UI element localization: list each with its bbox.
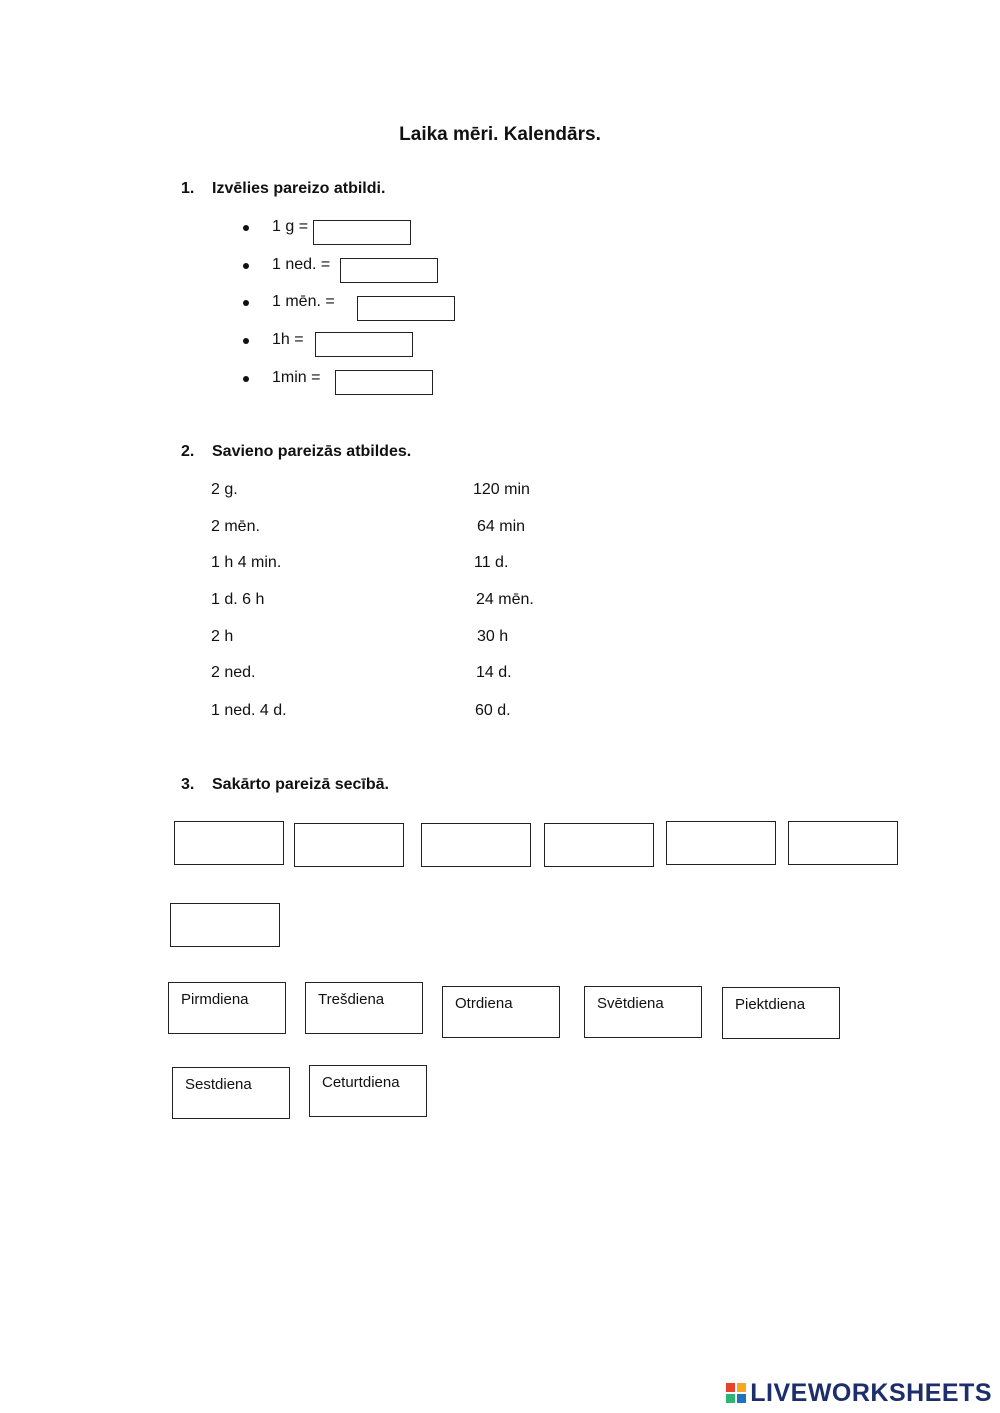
logo-square — [726, 1383, 735, 1392]
item-label-year: 1 g = — [272, 218, 309, 235]
section-2-number: 2. — [181, 443, 195, 460]
match-left-item[interactable]: 2 mēn. — [211, 518, 260, 535]
drop-slot-1[interactable] — [174, 821, 284, 865]
bullet-icon — [243, 338, 249, 344]
item-label-minute: 1min = — [272, 369, 321, 386]
section-2-title: Savieno pareizās atbildes. — [212, 443, 412, 460]
word-card[interactable] — [584, 986, 702, 1038]
item-label-hour: 1h = — [272, 331, 304, 348]
section-1-title: Izvēlies pareizo atbildi. — [212, 180, 386, 197]
match-left-item[interactable]: 1 ned. 4 d. — [211, 702, 287, 719]
page-title: Laika mēri. Kalendārs. — [399, 124, 601, 145]
word-card-label: Piektdiena — [735, 996, 806, 1013]
word-card[interactable] — [305, 982, 423, 1034]
drop-slot-7[interactable] — [170, 903, 280, 947]
word-card[interactable] — [172, 1067, 290, 1119]
logo-mark-icon — [726, 1383, 746, 1403]
liveworksheets-logo — [726, 1378, 992, 1408]
section-1-number: 1. — [181, 180, 195, 197]
word-card[interactable] — [309, 1065, 427, 1117]
word-card-label: Otrdiena — [455, 995, 513, 1012]
match-left-item[interactable]: 1 d. 6 h — [211, 591, 265, 608]
item-label-week: 1 ned. = — [272, 256, 331, 273]
match-right-item[interactable]: 60 d. — [475, 702, 511, 719]
word-card-label: Ceturtdiena — [322, 1074, 400, 1091]
logo-square — [726, 1394, 735, 1403]
item-label-month: 1 mēn. = — [272, 293, 335, 310]
drop-slot-2[interactable] — [294, 823, 404, 867]
bullet-icon — [243, 300, 249, 306]
match-right-item[interactable]: 120 min — [473, 481, 530, 498]
answer-input-week[interactable] — [340, 258, 438, 283]
match-right-item[interactable]: 64 min — [477, 518, 526, 535]
section-3-number: 3. — [181, 776, 195, 793]
drop-slot-4[interactable] — [544, 823, 654, 867]
match-right-item[interactable]: 24 mēn. — [476, 591, 534, 608]
match-right-item[interactable]: 11 d. — [474, 554, 509, 571]
answer-input-hour[interactable] — [315, 332, 413, 357]
drop-slot-6[interactable] — [788, 821, 898, 865]
section-3-title: Sakārto pareizā secībā. — [212, 776, 389, 793]
drop-slot-3[interactable] — [421, 823, 531, 867]
word-card-label: Trešdiena — [318, 991, 385, 1008]
match-left-item[interactable]: 2 g. — [211, 481, 238, 498]
bullet-icon — [243, 225, 249, 231]
logo-square — [737, 1394, 746, 1403]
word-card[interactable] — [168, 982, 286, 1034]
word-card-label: Pirmdiena — [181, 991, 249, 1008]
match-right-item[interactable]: 14 d. — [476, 664, 512, 681]
answer-input-year[interactable] — [313, 220, 411, 245]
logo-square — [737, 1383, 746, 1392]
word-card[interactable] — [722, 987, 840, 1039]
match-left-item[interactable]: 2 h — [211, 628, 234, 645]
word-card-label: Svētdiena — [597, 995, 664, 1012]
match-left-item[interactable]: 2 ned. — [211, 664, 256, 681]
bullet-icon — [243, 263, 249, 269]
drop-slot-5[interactable] — [666, 821, 776, 865]
answer-input-minute[interactable] — [335, 370, 433, 395]
word-card-label: Sestdiena — [185, 1076, 252, 1093]
match-right-item[interactable]: 30 h — [477, 628, 509, 645]
word-card[interactable] — [442, 986, 560, 1038]
match-left-item[interactable]: 1 h 4 min. — [211, 554, 282, 571]
answer-input-month[interactable] — [357, 296, 455, 321]
logo-text: LIVEWORKSHEETS — [750, 1378, 992, 1407]
bullet-icon — [243, 376, 249, 382]
